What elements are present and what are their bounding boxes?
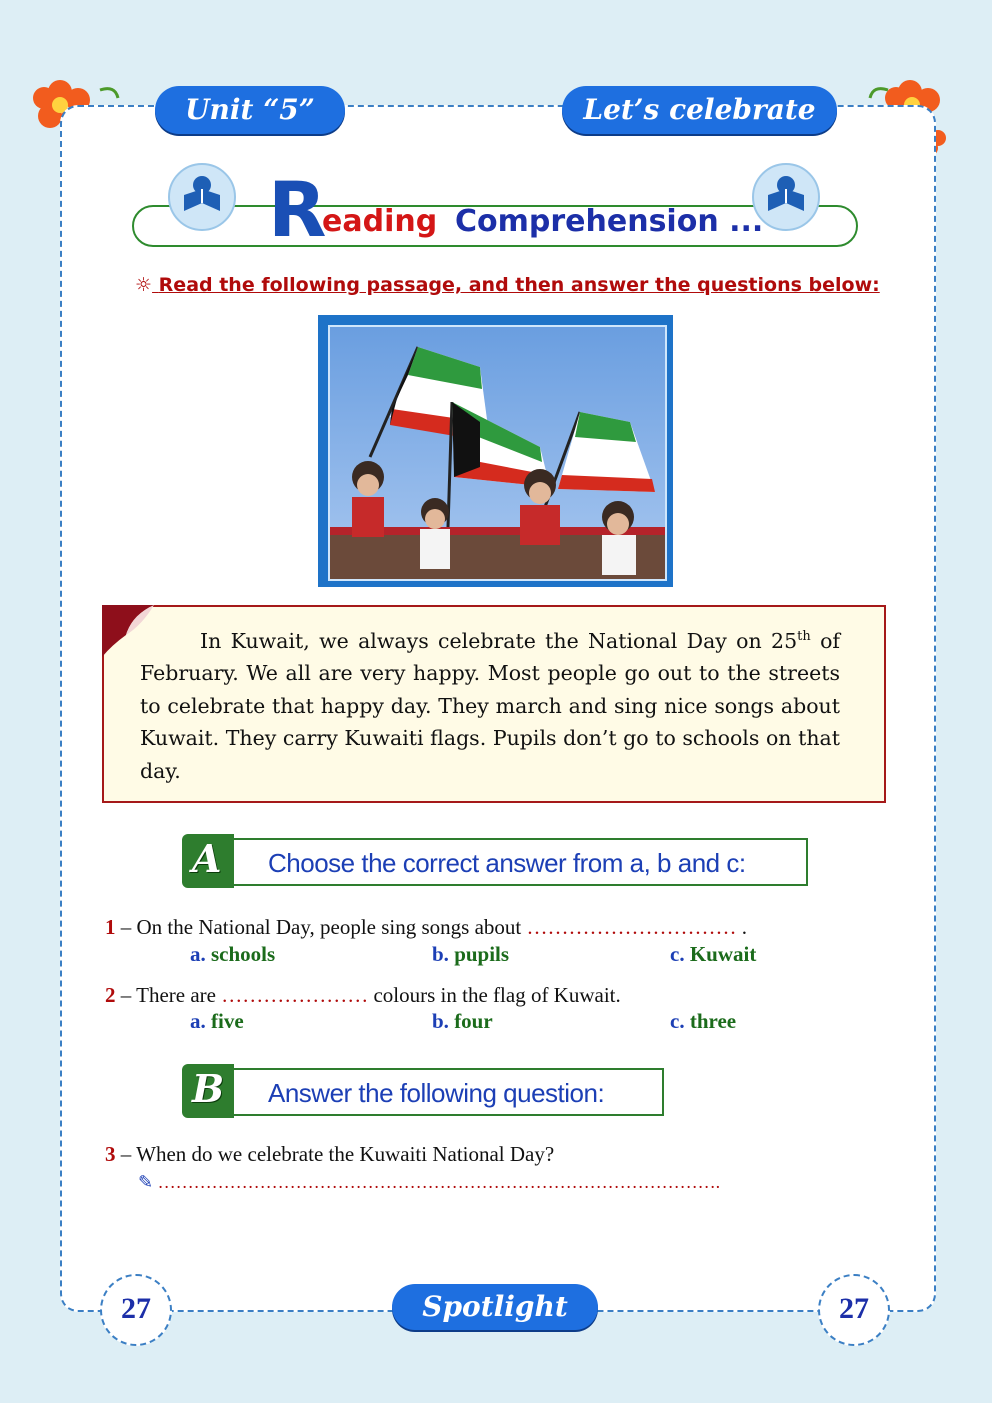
unit-label: Unit “5” [155,86,345,134]
instruction: ☼ Read the following passage, and then answer the questions below: [135,274,880,296]
option-2c[interactable]: c. three [670,1009,737,1033]
section-b-badge: B [182,1064,234,1118]
question-3: 3 – When do we celebrate the Kuwaiti National Day? [105,1142,555,1166]
topic-label: Let’s celebrate [562,86,837,134]
kuwait-flags-photo [328,325,667,581]
answer-line-3[interactable]: ✎ …………………………………………………………………………………. [138,1172,721,1192]
page-number-right: 27 [818,1274,890,1346]
passage-text: In Kuwait, we always celebrate the National Day on 25th of February. We all are very happy. Most people go out to the streets to celebrate that happy day. They march and sing nice songs about Kuwait. They carry Kuwaiti flags. Pupils don’t go to schools on that day. [140,628,840,783]
option-1b[interactable]: b. pupils [432,942,510,966]
section-a-title: Choose the correct answer from a, b and c: [268,848,746,878]
question-1: 1 – On the National Day, people sing songs about ………………………… . [105,915,747,939]
sun-bullet-icon: ☼ [135,274,153,296]
section-a-heading [184,838,808,886]
section-b-heading [184,1068,664,1116]
title-big-letter: R [268,165,327,254]
page-number-left: 27 [100,1274,172,1346]
option-2b[interactable]: b. four [432,1009,493,1033]
answer-blank[interactable]: ………………………… [526,915,737,939]
option-1c[interactable]: c. Kuwait [670,942,757,966]
option-2a[interactable]: a. five [190,1009,244,1033]
title-word-reading: eading [322,204,438,239]
section-b-title: Answer the following question: [268,1078,605,1108]
brand-label: Spotlight [392,1284,598,1330]
reading-book-icon [168,163,236,231]
title-word-comprehension: Comprehension ... [455,204,764,239]
photo-frame [318,315,673,587]
option-1a[interactable]: a. schools [190,942,276,966]
answer-blank[interactable]: ………………… [221,983,369,1007]
pencil-icon: ✎ [138,1172,154,1192]
reading-passage-box [102,605,886,803]
question-2: 2 – There are ………………… colours in the flag of Kuwait. [105,983,621,1007]
section-a-badge: A [182,834,234,888]
